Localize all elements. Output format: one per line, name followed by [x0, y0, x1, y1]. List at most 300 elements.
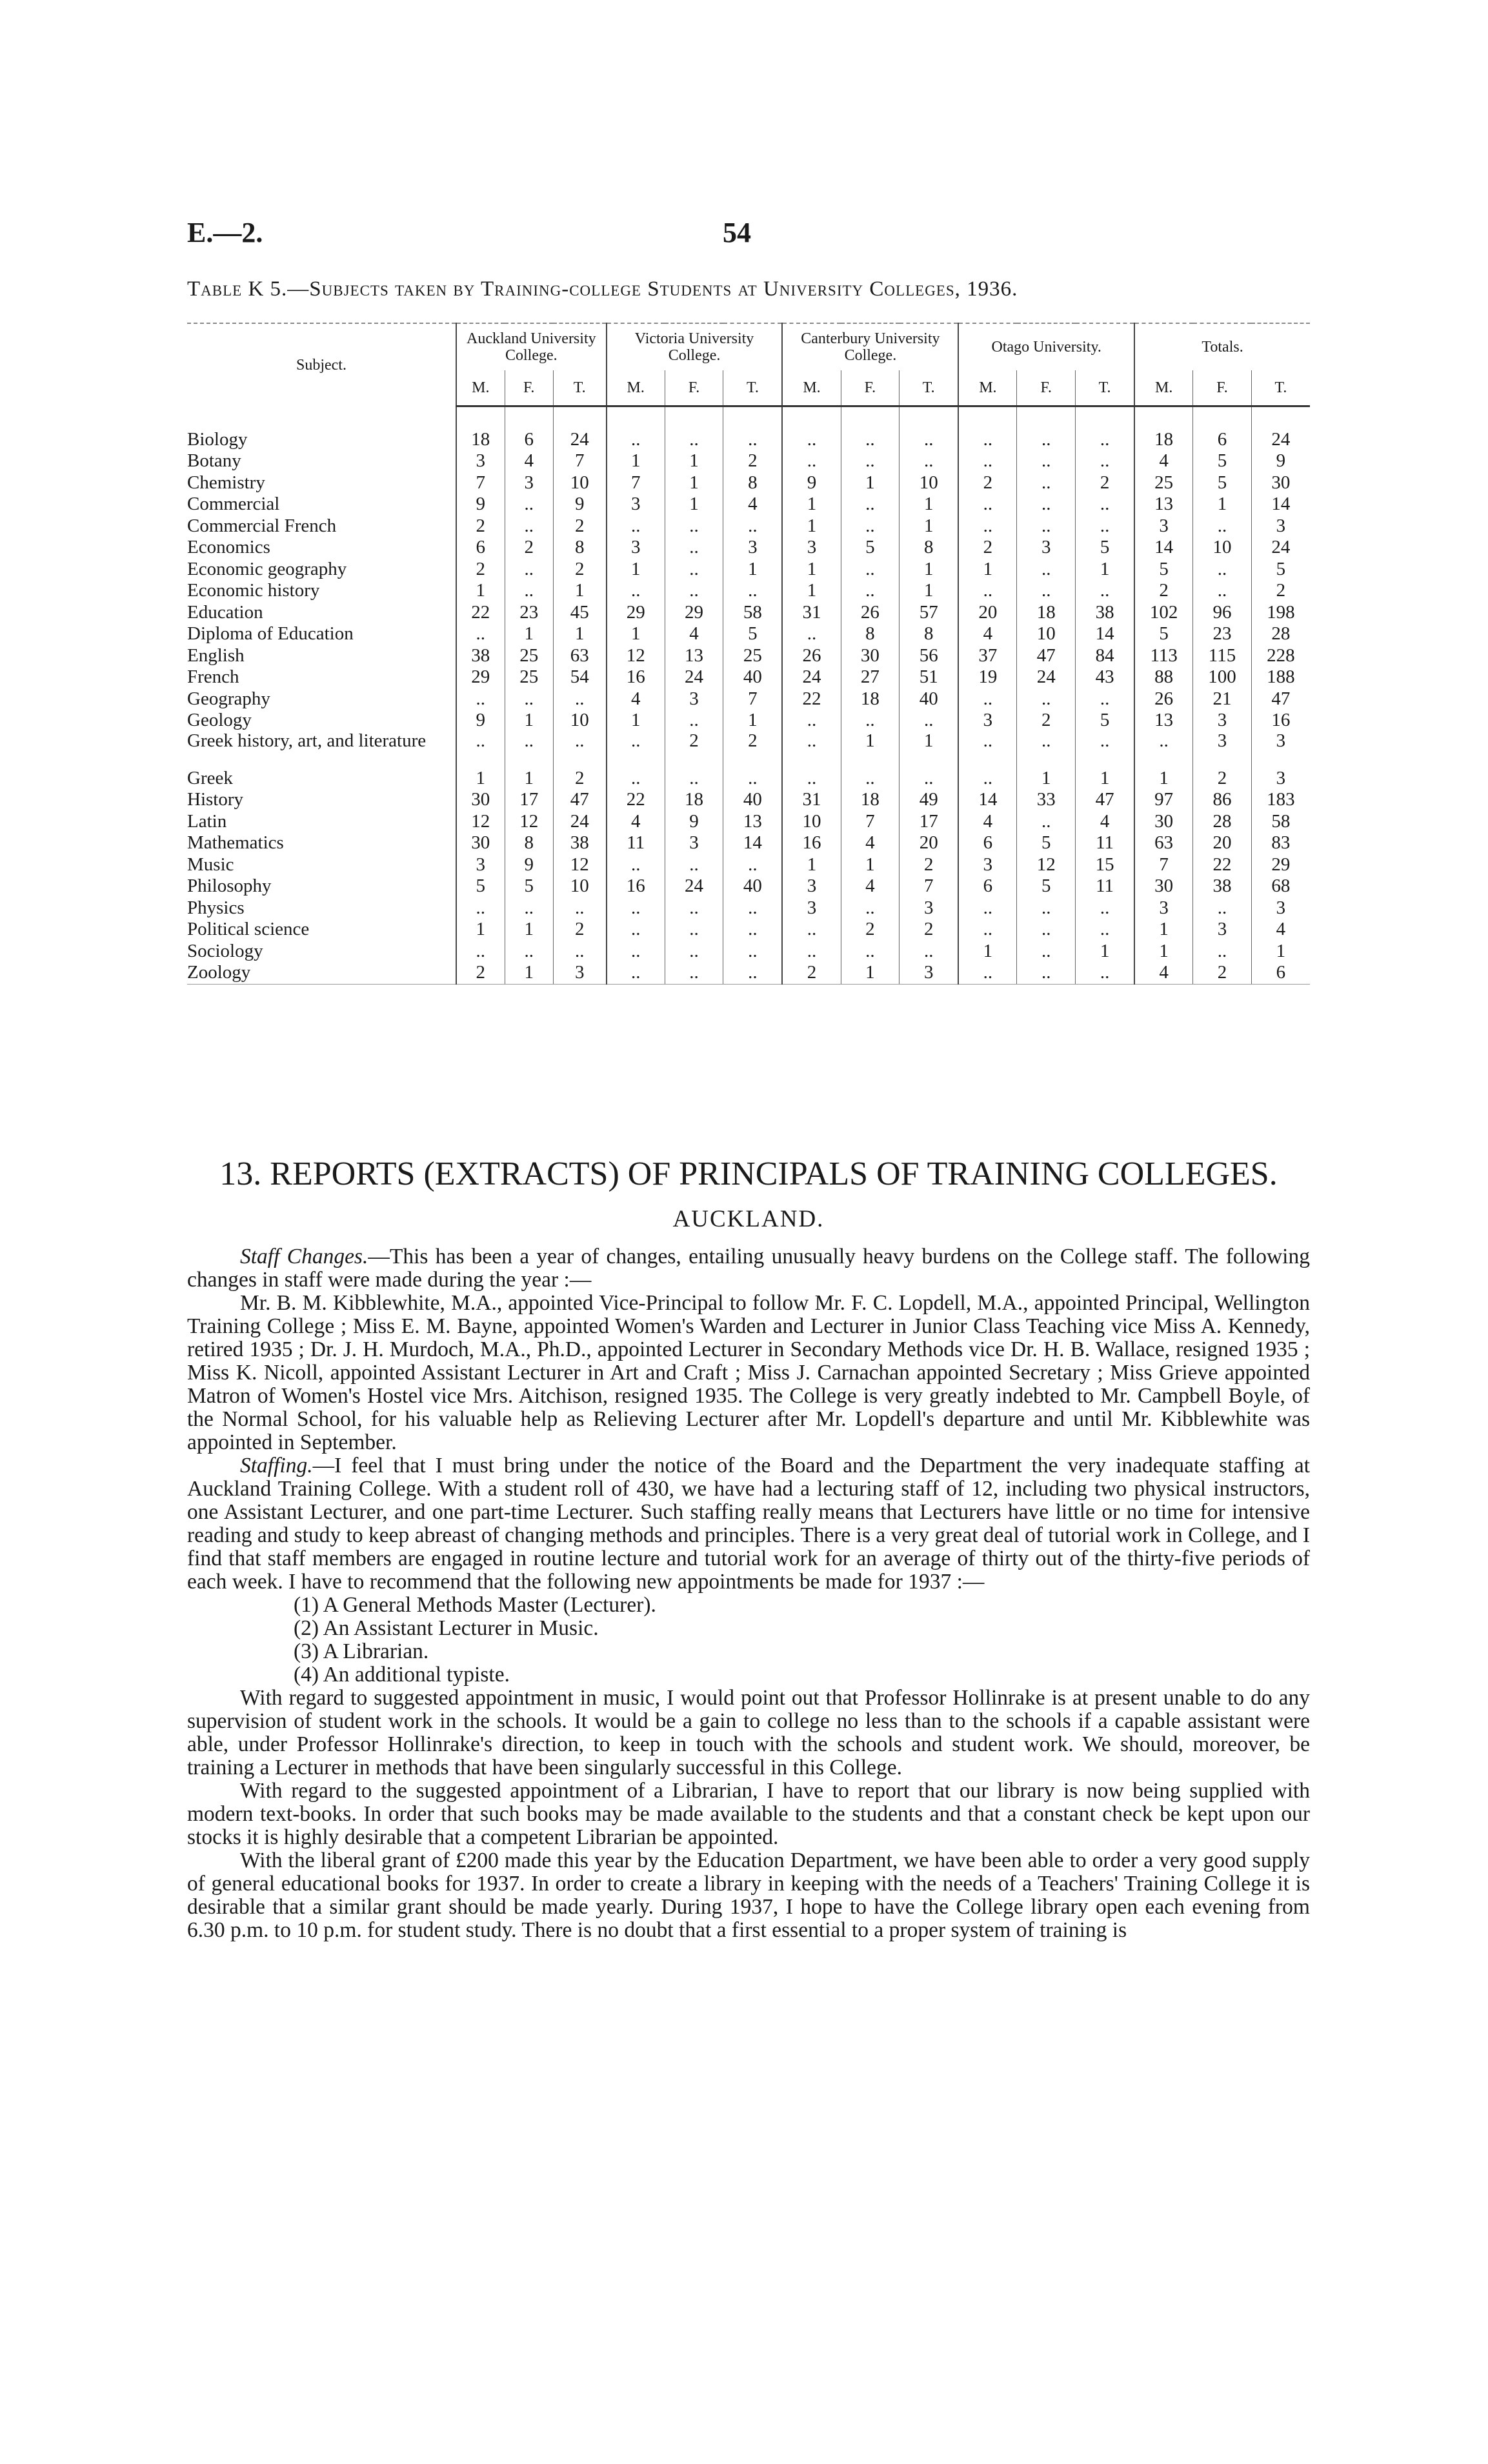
value-cell: 198	[1251, 602, 1310, 624]
value-cell: 18	[841, 688, 900, 710]
value-cell: 2	[456, 962, 505, 984]
table-body	[187, 406, 1310, 985]
value-cell: 63	[553, 645, 606, 667]
value-cell: 8	[900, 537, 959, 559]
value-cell: 6	[958, 832, 1017, 854]
value-cell: 3	[723, 537, 783, 559]
value-cell: 228	[1251, 645, 1310, 667]
value-cell: 12	[1017, 854, 1076, 876]
value-cell: 31	[782, 602, 841, 624]
value-cell: ..	[958, 897, 1017, 919]
value-cell: 7	[841, 811, 900, 833]
subjects-table	[187, 323, 1310, 985]
value-cell: ..	[841, 450, 900, 472]
value-cell: 1	[723, 710, 783, 732]
value-cell: 3	[1251, 768, 1310, 790]
value-cell: 2	[723, 732, 783, 768]
value-cell: 28	[1193, 811, 1252, 833]
table-row	[187, 854, 1310, 876]
value-cell: 3	[782, 537, 841, 559]
value-cell: 1	[900, 732, 959, 768]
value-cell: ..	[958, 580, 1017, 602]
group-header-canterbury: Canterbury University College.	[782, 323, 958, 370]
value-cell: 58	[1251, 811, 1310, 833]
subcolumn-header: M.	[958, 370, 1017, 406]
value-cell: ..	[723, 516, 783, 537]
value-cell: 3	[1017, 537, 1076, 559]
value-cell: 1	[782, 580, 841, 602]
value-cell: 4	[1134, 962, 1193, 984]
subject-cell: Music	[187, 854, 234, 875]
value-cell: ..	[841, 516, 900, 537]
value-cell: ..	[1076, 919, 1135, 941]
table-row	[187, 537, 1310, 559]
value-cell: 16	[1251, 710, 1310, 732]
value-cell: ..	[607, 854, 665, 876]
value-cell: ..	[782, 732, 841, 768]
value-cell: 1	[1017, 768, 1076, 790]
value-cell: 18	[456, 429, 505, 451]
value-cell: ..	[665, 962, 723, 984]
value-cell: 9	[456, 710, 505, 732]
value-cell: 115	[1193, 645, 1252, 667]
value-cell: 188	[1251, 666, 1310, 688]
table-row	[187, 516, 1310, 537]
value-cell: 7	[900, 876, 959, 897]
value-cell: ..	[723, 919, 783, 941]
value-cell: 2	[958, 537, 1017, 559]
value-cell: 3	[607, 537, 665, 559]
value-cell: ..	[900, 941, 959, 963]
subject-cell: Philosophy	[187, 876, 272, 896]
value-cell: 1	[841, 962, 900, 984]
value-cell: 2	[782, 962, 841, 984]
value-cell: 2	[553, 516, 606, 537]
subcolumn-header: M.	[607, 370, 665, 406]
value-cell: 6	[1251, 962, 1310, 984]
value-cell: ..	[900, 710, 959, 732]
value-cell: 24	[1251, 537, 1310, 559]
value-cell: 29	[456, 666, 505, 688]
value-cell: 97	[1134, 789, 1193, 811]
value-cell: 10	[1017, 623, 1076, 645]
value-cell: ..	[958, 450, 1017, 472]
value-cell: ..	[1076, 450, 1135, 472]
value-cell: 1	[607, 623, 665, 645]
value-cell: ..	[1017, 919, 1076, 941]
value-cell: 26	[841, 602, 900, 624]
value-cell: ..	[723, 429, 783, 451]
value-cell: 4	[607, 688, 665, 710]
value-cell: 3	[958, 854, 1017, 876]
value-cell: 56	[900, 645, 959, 667]
subcolumn-header: M.	[456, 370, 505, 406]
value-cell: 1	[841, 854, 900, 876]
value-cell: 16	[607, 666, 665, 688]
value-cell: 5	[1251, 559, 1310, 581]
value-cell: 3	[553, 962, 606, 984]
value-cell: ..	[841, 559, 900, 581]
subject-cell: Latin	[187, 810, 227, 832]
value-cell: ..	[900, 450, 959, 472]
value-cell: 1	[1134, 768, 1193, 790]
subject-cell: Diploma of Education	[187, 623, 354, 644]
value-cell: 18	[1134, 429, 1193, 451]
value-cell: ..	[723, 962, 783, 984]
value-cell: 1	[782, 854, 841, 876]
subcolumn-header: F.	[1017, 370, 1076, 406]
group-header-auckland: Auckland University College.	[456, 323, 607, 370]
value-cell: 30	[841, 645, 900, 667]
value-cell: ..	[1017, 732, 1076, 768]
subject-cell: Physics	[187, 897, 245, 918]
value-cell: ..	[958, 688, 1017, 710]
value-cell: ..	[665, 710, 723, 732]
value-cell: ..	[607, 429, 665, 451]
value-cell: 4	[1134, 450, 1193, 472]
table-row	[187, 768, 1310, 790]
value-cell: 88	[1134, 666, 1193, 688]
spacer-cell	[607, 406, 665, 429]
value-cell: 3	[1251, 516, 1310, 537]
value-cell: ..	[1017, 688, 1076, 710]
value-cell: 22	[456, 602, 505, 624]
list-item: (2) An Assistant Lecturer in Music.	[294, 1616, 599, 1640]
table-row	[187, 732, 1310, 768]
value-cell: 8	[841, 623, 900, 645]
value-cell: ..	[607, 580, 665, 602]
value-cell: 63	[1134, 832, 1193, 854]
value-cell: 18	[841, 789, 900, 811]
value-cell: 9	[456, 494, 505, 516]
value-cell: 30	[456, 789, 505, 811]
table-row	[187, 429, 1310, 451]
paragraph-staff-changes	[187, 1245, 1310, 1292]
value-cell: 83	[1251, 832, 1310, 854]
subject-cell: Greek history, art, and literature	[187, 730, 427, 751]
value-cell: ..	[665, 516, 723, 537]
value-cell: ..	[505, 580, 553, 602]
value-cell: 1	[1193, 494, 1252, 516]
value-cell: ..	[782, 429, 841, 451]
value-cell: ..	[1076, 494, 1135, 516]
value-cell: ..	[841, 710, 900, 732]
value-cell: 5	[1076, 537, 1135, 559]
value-cell: ..	[723, 768, 783, 790]
value-cell: 23	[1193, 623, 1252, 645]
spacer-cell	[1017, 406, 1076, 429]
value-cell: 4	[1251, 919, 1310, 941]
value-cell: 3	[1251, 897, 1310, 919]
value-cell: 22	[1193, 854, 1252, 876]
value-cell: 86	[1193, 789, 1252, 811]
value-cell: ..	[1076, 732, 1135, 768]
value-cell: ..	[1193, 897, 1252, 919]
value-cell: ..	[1017, 516, 1076, 537]
value-cell: ..	[665, 429, 723, 451]
value-cell: 8	[553, 537, 606, 559]
table-row	[187, 602, 1310, 624]
value-cell: ..	[553, 688, 606, 710]
value-cell: ..	[456, 732, 505, 768]
value-cell: 1	[505, 962, 553, 984]
value-cell: 7	[553, 450, 606, 472]
value-cell: 10	[553, 472, 606, 494]
value-cell: ..	[782, 768, 841, 790]
value-cell: 23	[505, 602, 553, 624]
subject-cell: Geography	[187, 688, 270, 709]
value-cell: ..	[782, 919, 841, 941]
value-cell: ..	[723, 941, 783, 963]
value-cell: 3	[456, 854, 505, 876]
value-cell: ..	[607, 732, 665, 768]
value-cell: 2	[1193, 962, 1252, 984]
value-cell: 30	[1134, 876, 1193, 897]
value-cell: 1	[665, 472, 723, 494]
value-cell: 3	[456, 450, 505, 472]
value-cell: 1	[1076, 559, 1135, 581]
value-cell: 8	[723, 472, 783, 494]
value-cell: 31	[782, 789, 841, 811]
value-cell: 47	[1076, 789, 1135, 811]
value-cell: 28	[1251, 623, 1310, 645]
value-cell: 113	[1134, 645, 1193, 667]
subjects-table-container	[187, 323, 1310, 985]
subcolumn-header: T.	[900, 370, 959, 406]
value-cell: 6	[456, 537, 505, 559]
value-cell: ..	[958, 429, 1017, 451]
value-cell: 5	[505, 876, 553, 897]
subject-cell: Zoology	[187, 962, 456, 984]
subcolumn-header: M.	[1134, 370, 1193, 406]
value-cell: ..	[958, 919, 1017, 941]
value-cell: ..	[665, 919, 723, 941]
value-cell: 12	[553, 854, 606, 876]
value-cell: 47	[1251, 688, 1310, 710]
table-row	[187, 559, 1310, 581]
value-cell: 5	[456, 876, 505, 897]
value-cell: 5	[723, 623, 783, 645]
value-cell: 15	[1076, 854, 1135, 876]
value-cell: 3	[505, 472, 553, 494]
value-cell: 3	[958, 710, 1017, 732]
value-cell: 3	[665, 688, 723, 710]
value-cell: 11	[1076, 832, 1135, 854]
spacer-cell	[1193, 406, 1252, 429]
value-cell: ..	[505, 516, 553, 537]
value-cell: 21	[1193, 688, 1252, 710]
value-cell: ..	[1076, 580, 1135, 602]
value-cell: ..	[1193, 516, 1252, 537]
value-cell: 4	[958, 623, 1017, 645]
value-cell: 40	[723, 666, 783, 688]
table-row	[187, 876, 1310, 897]
value-cell: ..	[1017, 494, 1076, 516]
table-title	[187, 277, 1323, 301]
value-cell: 7	[723, 688, 783, 710]
spacer-cell	[553, 406, 606, 429]
value-cell: 4	[723, 494, 783, 516]
value-cell: 24	[782, 666, 841, 688]
value-cell: 57	[900, 602, 959, 624]
value-cell: 1	[1134, 919, 1193, 941]
value-cell: ..	[665, 537, 723, 559]
value-cell: 1	[900, 559, 959, 581]
value-cell: 47	[1017, 645, 1076, 667]
value-cell: 43	[1076, 666, 1135, 688]
value-cell: 38	[1193, 876, 1252, 897]
table-row	[187, 811, 1310, 833]
value-cell: ..	[1017, 811, 1076, 833]
document-reference: E.—2.	[187, 217, 263, 248]
subcolumn-header: T.	[1251, 370, 1310, 406]
value-cell: 2	[1017, 710, 1076, 732]
value-cell: 2	[1251, 580, 1310, 602]
value-cell: 1	[841, 732, 900, 768]
value-cell: 1	[900, 494, 959, 516]
value-cell: 25	[505, 645, 553, 667]
value-cell: 183	[1251, 789, 1310, 811]
table-row	[187, 962, 1310, 984]
value-cell: 3	[900, 962, 959, 984]
subject-cell: Political science	[187, 919, 310, 939]
value-cell: 6	[958, 876, 1017, 897]
value-cell: 1	[505, 919, 553, 941]
value-cell: 22	[782, 688, 841, 710]
value-cell: 20	[900, 832, 959, 854]
value-cell: 9	[782, 472, 841, 494]
value-cell: ..	[665, 941, 723, 963]
value-cell: ..	[958, 732, 1017, 768]
value-cell: 1	[958, 941, 1017, 963]
value-cell: ..	[456, 941, 505, 963]
value-cell: 4	[665, 623, 723, 645]
value-cell: 24	[553, 811, 606, 833]
subcolumn-header: T.	[723, 370, 783, 406]
value-cell: 10	[782, 811, 841, 833]
value-cell: 1	[1134, 941, 1193, 963]
value-cell: ..	[723, 580, 783, 602]
value-cell: 1	[1251, 941, 1310, 963]
value-cell: 25	[1134, 472, 1193, 494]
value-cell: 27	[841, 666, 900, 688]
value-cell: 2	[1076, 472, 1135, 494]
value-cell: 1	[900, 580, 959, 602]
subject-cell: Commercial French	[187, 515, 337, 536]
value-cell: 10	[553, 876, 606, 897]
value-cell: 1	[665, 450, 723, 472]
value-cell: 22	[607, 789, 665, 811]
subcolumn-header: F.	[1193, 370, 1252, 406]
value-cell: 26	[1134, 688, 1193, 710]
value-cell: 1	[505, 710, 553, 732]
value-cell: 13	[723, 811, 783, 833]
value-cell: 2	[456, 559, 505, 581]
value-cell: 7	[607, 472, 665, 494]
value-cell: 14	[723, 832, 783, 854]
value-cell: 26	[782, 645, 841, 667]
table-title-prefix: Table K 5.	[187, 277, 288, 301]
section-subtitle: AUCKLAND.	[672, 1206, 825, 1232]
value-cell: ..	[782, 941, 841, 963]
value-cell: 58	[723, 602, 783, 624]
value-cell: 12	[456, 811, 505, 833]
group-header-totals: Totals.	[1134, 323, 1310, 370]
value-cell: 4	[841, 876, 900, 897]
value-cell: 5	[1017, 876, 1076, 897]
value-cell: ..	[958, 768, 1017, 790]
value-cell: ..	[553, 897, 606, 919]
table-row	[187, 789, 1310, 811]
value-cell: 20	[1193, 832, 1252, 854]
value-cell: 14	[1134, 537, 1193, 559]
value-cell: 24	[1251, 429, 1310, 451]
value-cell: 3	[1193, 732, 1252, 768]
heading-staff-changes: Staff Changes.	[240, 1245, 368, 1268]
value-cell: ..	[1076, 516, 1135, 537]
value-cell: 30	[456, 832, 505, 854]
value-cell: ..	[723, 897, 783, 919]
value-cell: ..	[553, 941, 606, 963]
value-cell: 10	[1193, 537, 1252, 559]
value-cell: 40	[723, 876, 783, 897]
value-cell: 25	[505, 666, 553, 688]
subject-cell: English	[187, 645, 245, 666]
subject-cell: Mathematics	[187, 832, 284, 853]
value-cell: ..	[1076, 688, 1135, 710]
value-cell: 1	[665, 494, 723, 516]
value-cell: ..	[958, 962, 1017, 984]
value-cell: 3	[1134, 897, 1193, 919]
value-cell: ..	[607, 897, 665, 919]
value-cell: 2	[505, 537, 553, 559]
subject-cell: Education	[187, 601, 263, 623]
value-cell: ..	[505, 897, 553, 919]
subject-cell: Greek	[187, 767, 233, 788]
paragraph-staffing	[187, 1454, 1310, 1594]
value-cell: ..	[1017, 450, 1076, 472]
subject-cell: Sociology	[187, 940, 263, 961]
value-cell: ..	[665, 559, 723, 581]
value-cell: ..	[841, 897, 900, 919]
subject-cell: Economic geography	[187, 558, 347, 579]
list-item: (1) A General Methods Master (Lecturer).	[294, 1593, 656, 1617]
paragraph-appointments: Mr. B. M. Kibblewhite, M.A., appointed Vice-Principal to follow Mr. F. C. Lopdell, M.A., appointed Principal, Wellington Training College ; Miss E. M. Bayne, appointed Women's Warden and Lecturer in Junior Class Teaching vice Miss A. Kennedy, retired 1935 ; Dr. J. H. Murdoch, M.A., Ph.D., appointed Lecturer in Secondary Methods vice Dr. H. B. Wallace, resigned 1935 ; Miss K. Nicoll, appointed Assistant Lecturer in Art and Craft ; Miss J. Carnachan appointed Secretary ; Miss Grieve appointed Matron of Women's Hostel vice Mrs. Aitchison, resigned 1935. The College is very greatly indebted to Mr. Campbell Boyle, of the Normal School, for his valuable help as Relieving Lecturer after Mr. Lopdell's departure and until Mr. Kibblewhite was appointed in September.	[187, 1291, 1310, 1454]
table-row	[187, 645, 1310, 667]
subcolumn-header: T.	[1076, 370, 1135, 406]
value-cell: 10	[553, 710, 606, 732]
value-cell: ..	[723, 854, 783, 876]
value-cell: 40	[900, 688, 959, 710]
value-cell: 3	[1193, 710, 1252, 732]
value-cell: 5	[1134, 623, 1193, 645]
value-cell: ..	[665, 897, 723, 919]
value-cell: 5	[841, 537, 900, 559]
value-cell: ..	[607, 919, 665, 941]
heading-staffing: Staffing.	[240, 1454, 313, 1477]
table-spacer-row	[187, 406, 1310, 429]
value-cell: 3	[782, 897, 841, 919]
value-cell: 1	[782, 494, 841, 516]
value-cell: 1	[607, 710, 665, 732]
value-cell: 25	[723, 645, 783, 667]
value-cell: 18	[1017, 602, 1076, 624]
subcolumn-header: F.	[841, 370, 900, 406]
value-cell: ..	[841, 429, 900, 451]
paragraph-librarian: With regard to the suggested appointment of a Librarian, I have to report that our library is now being supplied with modern text-books. In order that such books may be made available to the students and that a constant check be kept upon our stocks it is highly desirable that a competent Librarian be appointed.	[187, 1779, 1310, 1849]
table-row	[187, 450, 1310, 472]
value-cell: 49	[900, 789, 959, 811]
